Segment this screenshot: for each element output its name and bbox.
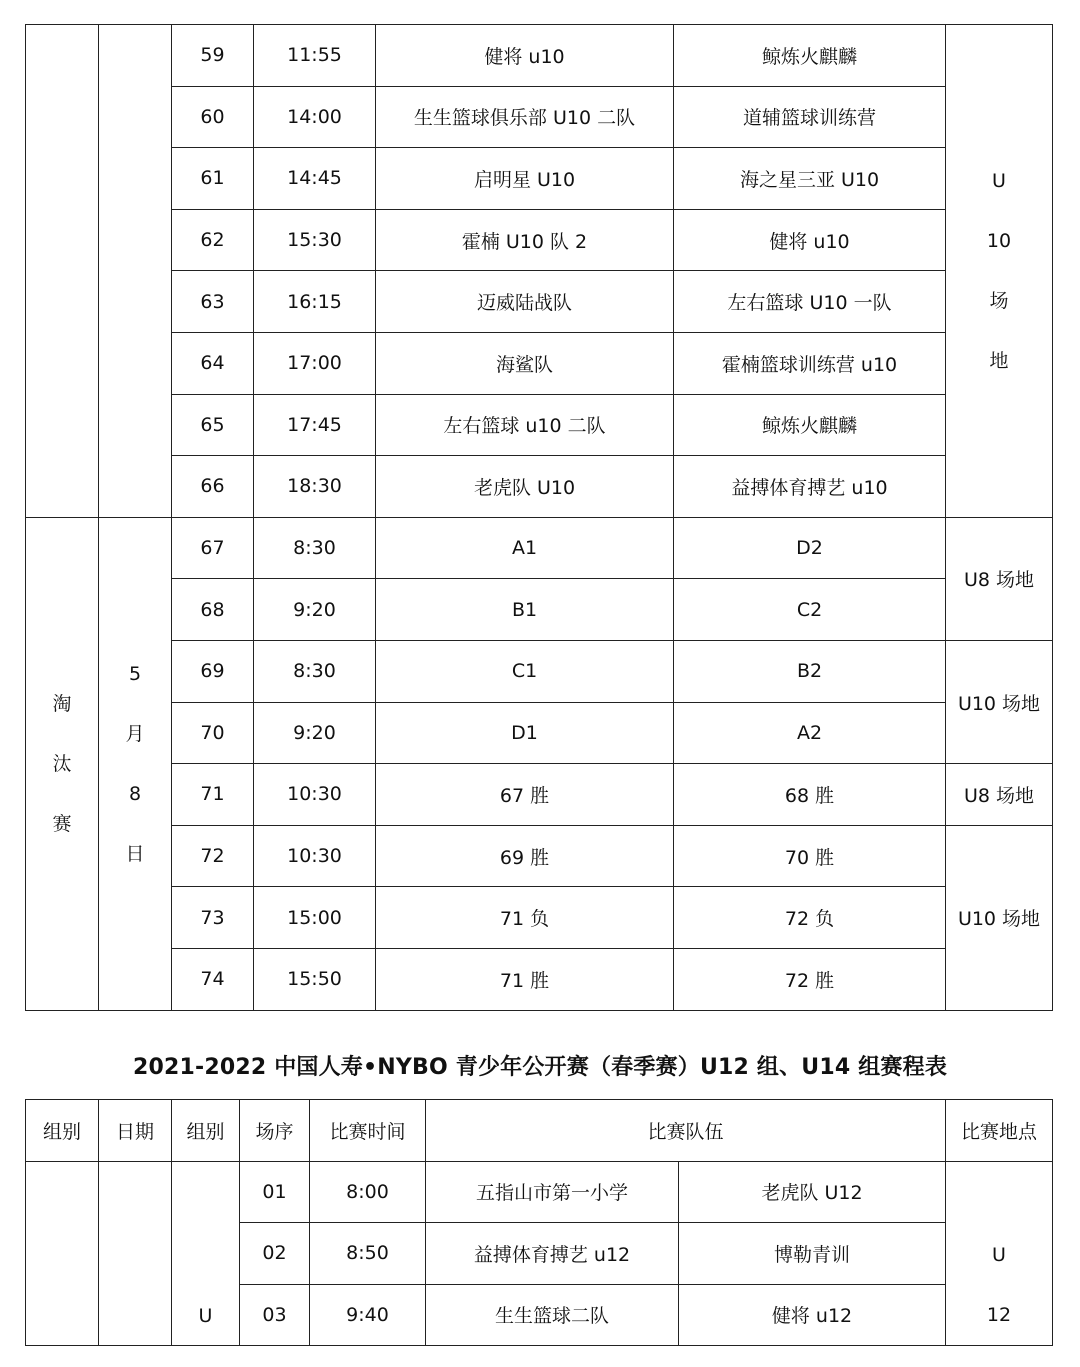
group-label-cell: [172, 1161, 240, 1346]
match-time: 14:00: [254, 86, 376, 148]
team-a: 五指山市第一小学: [426, 1161, 679, 1223]
table-row: [26, 456, 1053, 518]
match-number: 65: [172, 394, 254, 456]
team-a: A1: [376, 517, 674, 579]
match-number: 01: [240, 1161, 310, 1223]
match-number: 68: [172, 579, 254, 641]
team-a: 生生篮球二队: [426, 1284, 679, 1346]
date-label-vertical: [99, 517, 172, 1010]
group-label: U: [198, 1305, 213, 1327]
schedule-table-u12: [25, 1099, 1053, 1346]
header-date: 日期: [99, 1100, 172, 1162]
table-row: [26, 394, 1053, 456]
stage-char: 赛: [52, 812, 72, 835]
team-a: 生生篮球俱乐部 U10 二队: [376, 86, 674, 148]
match-time: 17:45: [254, 394, 376, 456]
team-b: 鲸炼火麒麟: [674, 25, 946, 87]
table-row: [26, 209, 1053, 271]
schedule-table-u10: [25, 24, 1053, 1011]
match-number: 66: [172, 456, 254, 518]
team-b: B2: [674, 640, 946, 702]
venue-cell: U10 场地: [946, 825, 1053, 1010]
table-row: [26, 702, 1053, 764]
match-number: 74: [172, 948, 254, 1010]
team-b: 鲸炼火麒麟: [674, 394, 946, 456]
match-time: 15:30: [254, 209, 376, 271]
match-time: 14:45: [254, 148, 376, 210]
table-row: [26, 887, 1053, 949]
team-b: 左右篮球 U10 一队: [674, 271, 946, 333]
date-char: 8: [128, 782, 142, 805]
table-row: [26, 86, 1053, 148]
match-time: 11:55: [254, 25, 376, 87]
team-b: 健将 u12: [679, 1284, 946, 1346]
team-a: B1: [376, 579, 674, 641]
match-time: 8:30: [254, 517, 376, 579]
team-b: 道辅篮球训练营: [674, 86, 946, 148]
match-time: 18:30: [254, 456, 376, 518]
date-char: 5: [128, 662, 142, 685]
table-header-row: [26, 1100, 1053, 1162]
table-row: [26, 25, 1053, 87]
date-char: 月: [125, 722, 145, 745]
match-number: 60: [172, 86, 254, 148]
venue-cell: U8 场地: [946, 764, 1053, 826]
match-time: 8:50: [310, 1223, 426, 1285]
match-number: 03: [240, 1284, 310, 1346]
team-a: 健将 u10: [376, 25, 674, 87]
table-row: [26, 517, 1053, 579]
match-time: 17:00: [254, 332, 376, 394]
venue-u12-vertical: [946, 1161, 1053, 1346]
venue-cell: U8 场地: [946, 517, 1053, 640]
schedule-title: 2021-2022 中国人寿•NYBO 青少年公开赛（春季赛）U12 组、U14 组赛程表: [132, 1055, 948, 1080]
table-row: [26, 579, 1053, 641]
team-b: 72 负: [674, 887, 946, 949]
date-cell: [99, 1161, 172, 1346]
team-a: 左右篮球 u10 二队: [376, 394, 674, 456]
team-a: 益搏体育搏艺 u12: [426, 1223, 679, 1285]
match-number: 62: [172, 209, 254, 271]
stage-label-vertical: [26, 517, 99, 1010]
team-b: 老虎队 U12: [679, 1161, 946, 1223]
team-b: 海之星三亚 U10: [674, 148, 946, 210]
match-number: 67: [172, 517, 254, 579]
venue-u10-vertical: [946, 25, 1053, 518]
match-time: 15:50: [254, 948, 376, 1010]
group-cell: [26, 1161, 99, 1346]
table-row: [26, 948, 1053, 1010]
header-teams: 比赛队伍: [426, 1100, 946, 1162]
team-b: 霍楠篮球训练营 u10: [674, 332, 946, 394]
team-a: 海鲨队: [376, 332, 674, 394]
team-a: 67 胜: [376, 764, 674, 826]
match-time: 9:20: [254, 702, 376, 764]
match-number: 70: [172, 702, 254, 764]
match-number: 63: [172, 271, 254, 333]
team-b: 益搏体育搏艺 u10: [674, 456, 946, 518]
schedule-table-u10-body: [26, 25, 1053, 1011]
venue-char: 12: [986, 1304, 1012, 1326]
venue-char: 地: [989, 349, 1009, 372]
table-row: [26, 332, 1053, 394]
header-venue: 比赛地点: [946, 1100, 1053, 1162]
team-b: D2: [674, 517, 946, 579]
table-row: [26, 825, 1053, 887]
table-row: [26, 271, 1053, 333]
team-a: 71 负: [376, 887, 674, 949]
match-time: 15:00: [254, 887, 376, 949]
team-b: A2: [674, 702, 946, 764]
team-b: 70 胜: [674, 825, 946, 887]
stage-char: 汰: [52, 752, 72, 775]
match-number: 71: [172, 764, 254, 826]
team-b: C2: [674, 579, 946, 641]
team-b: 72 胜: [674, 948, 946, 1010]
table-row: [26, 148, 1053, 210]
match-time: 8:00: [310, 1161, 426, 1223]
venue-cell: U10 场地: [946, 640, 1053, 763]
match-time: 10:30: [254, 825, 376, 887]
date-cell-continued: [99, 25, 172, 518]
table-row: [26, 764, 1053, 826]
team-a: 霍楠 U10 队 2: [376, 209, 674, 271]
table-row: [26, 1161, 1053, 1223]
date-char: 日: [125, 842, 145, 865]
match-number: 73: [172, 887, 254, 949]
match-number: 59: [172, 25, 254, 87]
team-a: D1: [376, 702, 674, 764]
team-a: 老虎队 U10: [376, 456, 674, 518]
stage-cell-continued: [26, 25, 99, 518]
match-time: 10:30: [254, 764, 376, 826]
match-time: 16:15: [254, 271, 376, 333]
team-a: 71 胜: [376, 948, 674, 1010]
header-match-time: 比赛时间: [310, 1100, 426, 1162]
table-row: [26, 640, 1053, 702]
team-b: 68 胜: [674, 764, 946, 826]
venue-char: U: [992, 169, 1006, 192]
header-match-number: 场序: [240, 1100, 310, 1162]
match-number: 69: [172, 640, 254, 702]
venue-char: U: [992, 1244, 1006, 1266]
match-number: 02: [240, 1223, 310, 1285]
venue-char: 场: [989, 289, 1009, 312]
stage-char: 淘: [52, 692, 72, 715]
match-number: 61: [172, 148, 254, 210]
match-number: 64: [172, 332, 254, 394]
match-time: 9:20: [254, 579, 376, 641]
team-a: 启明星 U10: [376, 148, 674, 210]
match-time: 8:30: [254, 640, 376, 702]
match-number: 72: [172, 825, 254, 887]
header-group: 组别: [26, 1100, 99, 1162]
match-time: 9:40: [310, 1284, 426, 1346]
team-b: 博勒青训: [679, 1223, 946, 1285]
team-b: 健将 u10: [674, 209, 946, 271]
header-group-2: 组别: [172, 1100, 240, 1162]
team-a: 迈威陆战队: [376, 271, 674, 333]
team-a: C1: [376, 640, 674, 702]
team-a: 69 胜: [376, 825, 674, 887]
venue-char: 10: [986, 229, 1012, 252]
